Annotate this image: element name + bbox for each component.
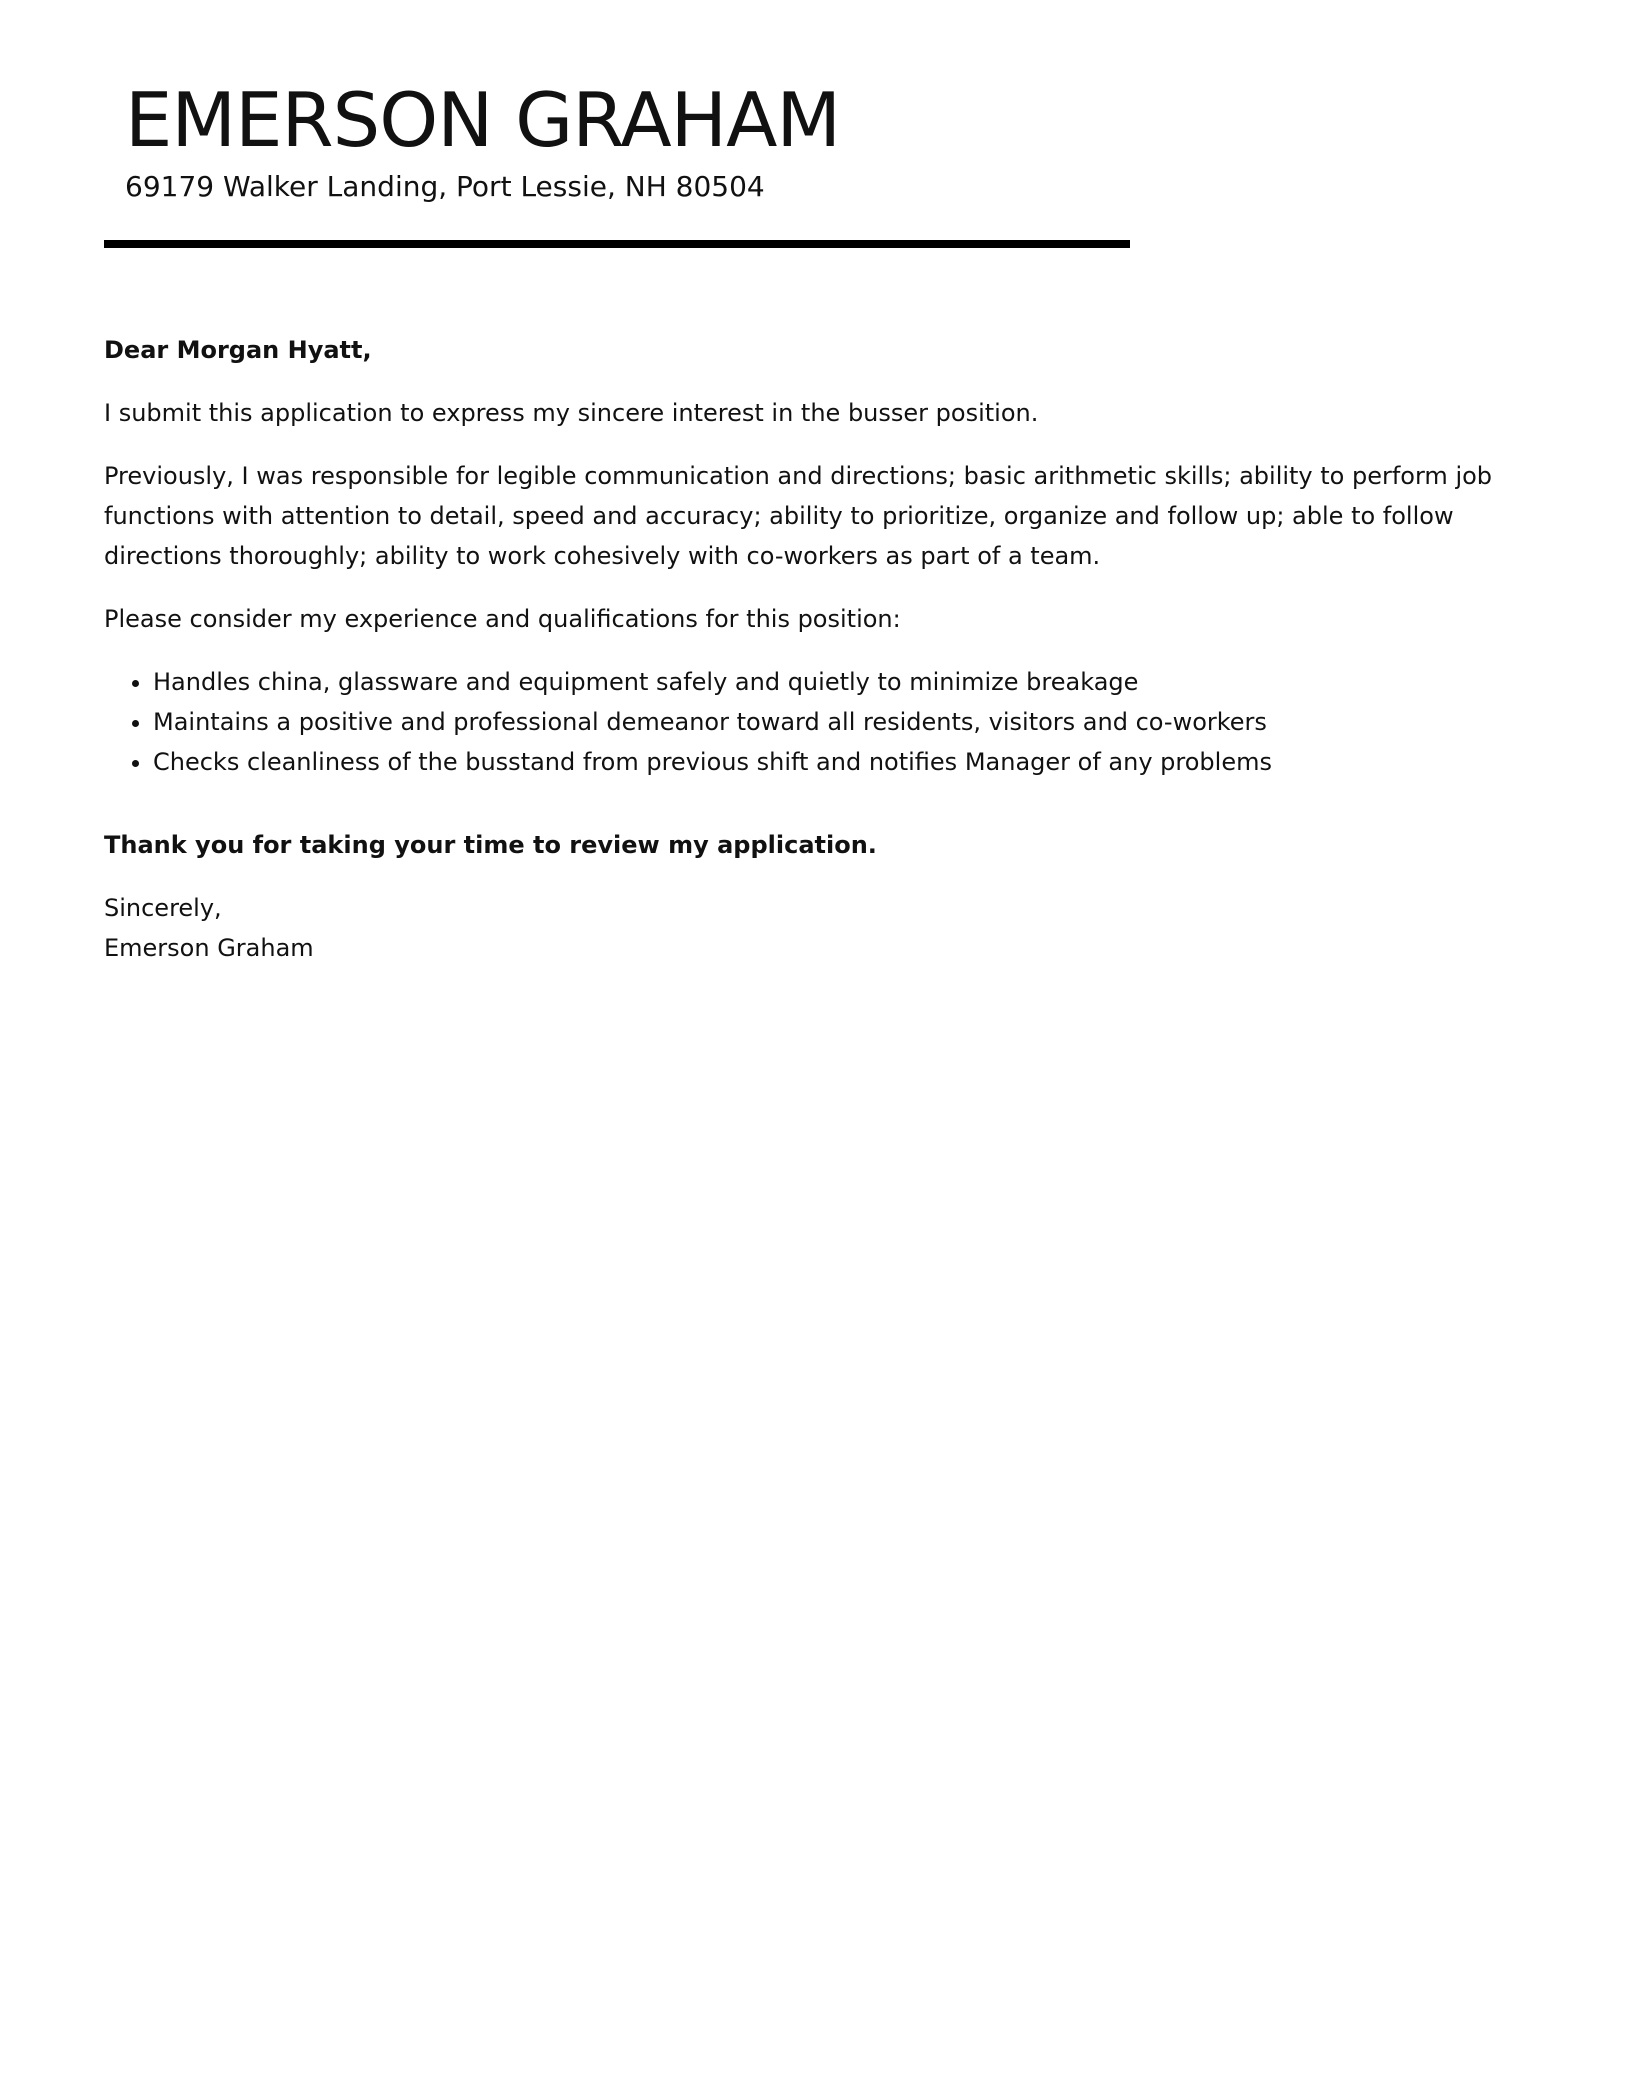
qualification-item: • Handles china, glassware and equipment safely and quietly to minimize breakage	[153, 662, 1534, 702]
applicant-name: EMERSON GRAHAM	[125, 76, 841, 164]
qualification-item: • Maintains a positive and professional demeanor toward all residents, visitors and co-workers	[153, 702, 1534, 742]
thank-you-line: Thank you for taking your time to review my application.	[104, 831, 877, 859]
qualifications-list	[104, 662, 1534, 782]
consider-paragraph: Please consider my experience and qualifications for this position:	[104, 605, 901, 633]
header-divider	[104, 240, 1130, 248]
salutation: Dear Morgan Hyatt,	[104, 336, 372, 364]
signoff	[104, 888, 1534, 968]
letter-body	[104, 330, 1534, 968]
signature-name: Emerson Graham	[104, 934, 314, 962]
experience-paragraph: Previously, I was responsible for legible communication and directions; basic arithmetic skills; ability to perform job functions with attention to detail, speed and accuracy; ability to prioritize, organize and follow up; able to follow directions thoroughly; ability to work cohesively with co-workers as part of a team.	[104, 462, 1493, 570]
applicant-address: 69179 Walker Landing, Port Lessie, NH 80504	[125, 170, 765, 203]
qualification-item: • Checks cleanliness of the busstand from previous shift and notifies Manager of any problems	[153, 742, 1534, 782]
intro-paragraph: I submit this application to express my sincere interest in the busser position.	[104, 399, 1039, 427]
closing-word: Sincerely,	[104, 894, 222, 922]
